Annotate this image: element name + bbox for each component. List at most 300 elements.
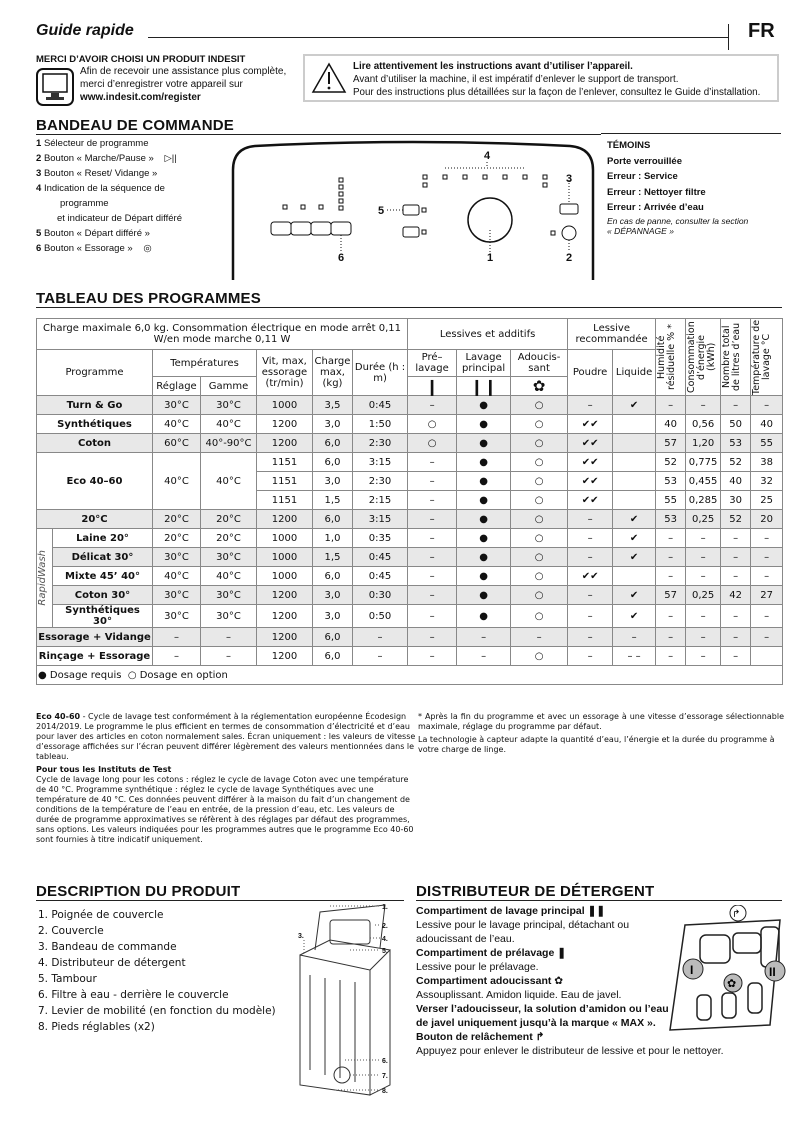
cell: – (408, 586, 457, 605)
cell: – (656, 567, 686, 586)
section-title-distributeur: DISTRIBUTEUR DE DÉTERGENT (416, 883, 782, 901)
callout-3: 3. (298, 933, 304, 940)
warning-line-1: Avant d’utiliser la machine, il est impératif d’enlever le support de transport. (353, 74, 679, 85)
program-name: Eco 40–60 (37, 453, 153, 510)
list-item: 7. Levier de mobilité (en fonction du modèle) (38, 1005, 276, 1017)
spin-icon: ◎ (143, 243, 152, 254)
cell: 6,0 (313, 567, 353, 586)
cell: 55 (751, 434, 783, 453)
header-rule-tick (728, 24, 729, 50)
cell: ○ (511, 567, 568, 586)
cell: 57 (656, 434, 686, 453)
cell: 1200 (257, 647, 313, 666)
cell: ✔ (613, 529, 656, 548)
cell: ● (457, 491, 511, 510)
cell: – (408, 472, 457, 491)
cell: – (613, 628, 656, 647)
cell: 3:15 (353, 453, 408, 472)
header-pre: Pré–lavage (408, 350, 457, 377)
register-block (36, 54, 296, 104)
cell: – (656, 647, 686, 666)
cell: – (408, 510, 457, 529)
cell: ● (457, 605, 511, 628)
cell: – (686, 605, 721, 628)
cell: 1,0 (313, 529, 353, 548)
cell: – (511, 628, 568, 647)
cell: 30°C (153, 586, 201, 605)
header-duree: Durée (h : m) (353, 350, 408, 396)
prewash-icon: ❚ (557, 947, 567, 959)
register-heading: MERCI D’AVOIR CHOISI UN PRODUIT INDESIT (36, 54, 246, 65)
main-wash-text: Lessive pour le lavage principal, détachant ou adoucissant de l’eau. (416, 919, 630, 945)
header-vit: Vit, max, essorage (tr/min) (257, 350, 313, 396)
cell (751, 647, 783, 666)
cell: 0,455 (686, 472, 721, 491)
temoins-note: En cas de panne, consulter la section « DÉPANNAGE » (607, 215, 749, 236)
cell: 30°C (201, 548, 257, 567)
prewash-icon: ❙ (408, 377, 457, 396)
release-title: Bouton de relâchement ↱ (416, 1031, 545, 1043)
cell: 42 (721, 586, 751, 605)
cell: – (568, 628, 613, 647)
bandeau-item: 5 Bouton « Départ différé » (36, 228, 150, 239)
cell: 1151 (257, 472, 313, 491)
cell: 1000 (257, 529, 313, 548)
header-gamme: Gamme (201, 377, 257, 396)
softener-title: Compartiment adoucissant ✿ (416, 975, 564, 987)
cell: ○ (511, 529, 568, 548)
test-note: Cycle de lavage long pour les cotons : réglez le cycle de lavage Coton avec une température de 40 °C. Programme synthétique : réglez le cycle de lavage Synthétiques avec une température de 40 °C. Ces données peuvent différer à la maison du fait d’un changement de conditions de la température de l’eau en entrée, de la pression d’eau, etc. Les valeurs de durée de programme approximatives se réfèrent à des réglages par défaut des programmes, sans options. Les valeurs indiquées pour les programmes autres que le programme Eco 40-60 sont fournies à titre indicatif uniquement. (36, 775, 414, 844)
cell: ○ (511, 453, 568, 472)
softener-mark-icon: ✿ (727, 977, 737, 990)
program-name: Turn & Go (37, 396, 153, 415)
cell: – (721, 396, 751, 415)
header-adouc: Adoucis-sant (511, 350, 568, 377)
cell: 38 (751, 453, 783, 472)
table-row (37, 396, 783, 415)
cell: – (408, 605, 457, 628)
cell: – (408, 628, 457, 647)
cell: – (408, 453, 457, 472)
header-temp: Température de lavage °C (751, 319, 773, 395)
control-panel-diagram (225, 140, 600, 280)
cell: ○ (511, 396, 568, 415)
cell: – (656, 529, 686, 548)
warning-triangle-icon (311, 62, 347, 94)
program-name: Synthétiques (37, 415, 153, 434)
cell: 6,0 (313, 453, 353, 472)
cell: – (686, 647, 721, 666)
cell: 53 (656, 510, 686, 529)
cell: – (721, 529, 751, 548)
cell: 0,56 (686, 415, 721, 434)
section-title-programmes: TABLEAU DES PROGRAMMES (36, 290, 782, 308)
cell: 3,0 (313, 586, 353, 605)
cell: ○ (511, 605, 568, 628)
cell: 1200 (257, 510, 313, 529)
cell: 57 (656, 586, 686, 605)
cell: 27 (751, 586, 783, 605)
release-arrow-icon: ↱ (535, 1031, 545, 1043)
bandeau-item: 6 Bouton « Essorage » ◎ (36, 243, 152, 254)
cell: ● (457, 415, 511, 434)
cell: 40°C (201, 453, 257, 510)
cell: ✔✔ (568, 415, 613, 434)
section-title-description: DESCRIPTION DU PRODUIT (36, 883, 404, 901)
callout-8: 8. (382, 1088, 388, 1095)
table-row (37, 529, 783, 548)
temoin-item: Porte verrouillée (607, 155, 682, 167)
warning-line-2: Pour des instructions plus détaillées sur la façon de l’enlever, consultez le Guide d’installation. (353, 87, 761, 98)
main-wash-title: Compartiment de lavage principal ❚❚ (416, 905, 606, 917)
cell: ✔✔ (568, 472, 613, 491)
cell: – (656, 396, 686, 415)
cell: – (568, 605, 613, 628)
header-lessives: Lessives et additifs (408, 319, 568, 350)
cell: – (686, 529, 721, 548)
list-item: 3. Bandeau de commande (38, 941, 177, 953)
cell: 40 (656, 415, 686, 434)
cell: – (201, 628, 257, 647)
table-row (37, 434, 783, 453)
star-note: * Après la fin du programme et avec un essorage à une vitesse d’essorage sélectionnable maximale, réglage du programme par défaut. (418, 712, 784, 731)
cell: – (686, 567, 721, 586)
program-name: Coton 30° (53, 586, 153, 605)
cell: 40°C (153, 567, 201, 586)
cell: 32 (751, 472, 783, 491)
cell: 52 (721, 510, 751, 529)
cell: 53 (656, 472, 686, 491)
release-text: Appuyez pour enlever le distributeur de lessive et pour le nettoyer. (416, 1045, 724, 1057)
table-row (37, 567, 783, 586)
cell: – (568, 548, 613, 567)
cell: – (656, 548, 686, 567)
warning-box (303, 54, 779, 102)
table-caption: Charge maximale 6,0 kg. Consommation électrique en mode arrêt 0,11 W/en mode marche 0,11 W (37, 319, 408, 350)
cell: – (751, 548, 783, 567)
cell: ✔ (613, 396, 656, 415)
header-humidite: Humidité résiduelle % * (656, 324, 678, 390)
cell: 52 (721, 453, 751, 472)
cell: 3,0 (313, 472, 353, 491)
callout-4: 4 (484, 150, 491, 162)
programs-table (36, 318, 783, 685)
eco-note: Eco 40-60 - Cycle de lavage test conformément à la réglementation européenne Écodesign 2014/2019. Le programme le plus efficient en termes de consommation d’électricité et d’eau pour laver des articles en coton normalement sales. Écran uniquement : les valeurs de vitesse d’essorage affichées sur l’écran peuvent différer légèrement des valeurs mentionnées dans le tableau. (36, 712, 416, 761)
list-item: 5. Tambour (38, 973, 97, 985)
header-poudre: Poudre (568, 350, 613, 396)
cell: ● (457, 586, 511, 605)
callout-6: 6. (382, 1058, 388, 1065)
prewash-text: Lessive pour le prélavage. (416, 961, 539, 973)
cell: 6,0 (313, 510, 353, 529)
cell: 1151 (257, 491, 313, 510)
header-charge: Charge max, (kg) (313, 350, 353, 396)
cell: 50 (721, 415, 751, 434)
cell: 40 (751, 415, 783, 434)
cell: 53 (721, 434, 751, 453)
callout-4: 4. (382, 936, 388, 943)
cell: 6,0 (313, 647, 353, 666)
cell: 30°C (153, 548, 201, 567)
cell: 1151 (257, 453, 313, 472)
cell: 2:30 (353, 434, 408, 453)
callout-7: 7. (382, 1073, 388, 1080)
header-liquide: Liquide (613, 350, 656, 396)
bandeau-item: 2 Bouton « Marche/Pause » ▷|| (36, 153, 177, 164)
test-title: Pour tous les Instituts de Test (36, 765, 172, 774)
cell: 52 (656, 453, 686, 472)
bandeau-rule-right (601, 133, 781, 134)
bandeau-legend (36, 136, 182, 256)
callout-2: 2 (566, 252, 573, 264)
cell: 6,0 (313, 434, 353, 453)
program-name: Essorage + Vidange (37, 628, 153, 647)
temoin-item: Erreur : Nettoyer filtre (607, 186, 706, 198)
cell: 1200 (257, 434, 313, 453)
callout-1: 1 (487, 252, 494, 264)
cell: 1200 (257, 628, 313, 647)
cell: – (153, 628, 201, 647)
header-reglage: Réglage (153, 377, 201, 396)
cell: 20°C (201, 529, 257, 548)
cell: ✔✔ (568, 567, 613, 586)
cell: ○ (511, 434, 568, 453)
cell: 0:45 (353, 567, 408, 586)
cell: 0:45 (353, 396, 408, 415)
cell: – (686, 548, 721, 567)
header-lavage: Lavage principal (457, 350, 511, 377)
cell (613, 415, 656, 434)
temoin-item: Erreur : Arrivée d’eau (607, 202, 704, 213)
cell: – (457, 647, 511, 666)
table-row (37, 647, 783, 666)
cell: ● (457, 510, 511, 529)
cell: 40°C (201, 567, 257, 586)
cell: ○ (511, 586, 568, 605)
callout-2: 2. (382, 923, 388, 930)
cell: – (721, 628, 751, 647)
rapidwash-label: RapidWash (37, 550, 48, 606)
cell: – (353, 628, 408, 647)
cell: 40°C (153, 453, 201, 510)
register-line-2: merci d’enregistrer votre appareil sur (80, 79, 243, 90)
detergent-text (416, 904, 724, 1058)
cell: – (686, 628, 721, 647)
notes-right (418, 712, 784, 755)
cell: 30 (721, 491, 751, 510)
cell: – (656, 605, 686, 628)
cell: 1,20 (686, 434, 721, 453)
sensor-note: La technologie à capteur adapte la quantité d’eau, l’énergie et la durée du programme à votre charge de linge. (418, 735, 775, 754)
program-name: Laine 20° (53, 529, 153, 548)
bandeau-item: et indicateur de Départ différé (57, 213, 182, 224)
header-programme: Programme (37, 350, 153, 396)
table-row (37, 510, 783, 529)
header-temperatures: Températures (153, 350, 257, 377)
cell: – (408, 396, 457, 415)
cell: ○ (511, 510, 568, 529)
cell: 40°-90°C (201, 434, 257, 453)
bandeau-item: 4 Indication de la séquence de (36, 183, 165, 194)
detergent-drawer-illustration (665, 905, 790, 1040)
cell: 3:15 (353, 510, 408, 529)
cell: ○ (511, 472, 568, 491)
program-name: Délicat 30° (53, 548, 153, 567)
cell: 1000 (257, 567, 313, 586)
cell: – (751, 396, 783, 415)
cell: ● (457, 567, 511, 586)
cell (613, 453, 656, 472)
description-list (38, 907, 276, 1035)
cell: 30°C (153, 605, 201, 628)
cell: 55 (656, 491, 686, 510)
softener-warning: Verser l’adoucisseur, la solution d’amidon ou l’eau de javel uniquement jusqu’à la marque « MAX ». (416, 1003, 669, 1029)
cell: ○ (511, 647, 568, 666)
language-code: FR (748, 20, 775, 42)
cell: 1200 (257, 605, 313, 628)
cell: 20°C (153, 529, 201, 548)
header-recommandee: Lessive recommandée (568, 319, 656, 350)
cell: 20 (751, 510, 783, 529)
cell: – (568, 647, 613, 666)
callout-6: 6 (338, 252, 345, 264)
cell: 40°C (153, 415, 201, 434)
cell: 1000 (257, 396, 313, 415)
cell: – (721, 647, 751, 666)
cell: ○ (408, 415, 457, 434)
cell: – (751, 567, 783, 586)
cell: – (721, 548, 751, 567)
cell: – (721, 605, 751, 628)
cell: – (408, 647, 457, 666)
softener-icon: ✿ (511, 377, 568, 396)
cell: – (721, 567, 751, 586)
header-rule (148, 37, 728, 38)
table-row (37, 453, 783, 472)
release-arrow-icon: ↱ (732, 909, 741, 920)
table-row (37, 415, 783, 434)
cell: – (457, 628, 511, 647)
cell: ✔✔ (568, 453, 613, 472)
cell: – (656, 628, 686, 647)
bandeau-item: 3 Bouton « Reset/ Vidange » (36, 168, 158, 179)
cell: – (408, 491, 457, 510)
cell: ● (457, 453, 511, 472)
program-name: Synthétiques 30° (53, 605, 153, 628)
cell: 25 (751, 491, 783, 510)
cell: 2:30 (353, 472, 408, 491)
cell: 20°C (201, 510, 257, 529)
program-name: Coton (37, 434, 153, 453)
table-row (37, 548, 783, 567)
cell: 0:35 (353, 529, 408, 548)
cell (613, 472, 656, 491)
washing-machine-illustration (290, 900, 400, 1100)
section-title-bandeau: BANDEAU DE COMMANDE (36, 117, 601, 135)
cell: – – (613, 647, 656, 666)
softener-icon: ✿ (554, 975, 564, 987)
list-item: 8. Pieds réglables (x2) (38, 1021, 155, 1033)
cell: 0,775 (686, 453, 721, 472)
mainwash-mark: II (769, 965, 776, 979)
cell: – (408, 548, 457, 567)
prewash-title: Compartiment de prélavage ❚ (416, 947, 567, 959)
register-line-1: Afin de recevoir une assistance plus complète, (80, 66, 287, 77)
table-row (37, 628, 783, 647)
cell: 3,0 (313, 605, 353, 628)
cell (613, 567, 656, 586)
header-conso: Consommation d’énergie (kWh) (686, 321, 718, 393)
cell: ○ (511, 548, 568, 567)
play-pause-icon: ▷|| (164, 153, 177, 164)
header-litres: Nombre total de litres d’eau (721, 322, 743, 392)
list-item: 1. Poignée de couvercle (38, 909, 164, 921)
cell: – (568, 396, 613, 415)
list-item: 6. Filtre à eau - derrière le couvercle (38, 989, 229, 1001)
cell: 0,285 (686, 491, 721, 510)
table-row (37, 586, 783, 605)
cell (613, 491, 656, 510)
cell (613, 434, 656, 453)
cell: ✔ (613, 586, 656, 605)
cell: 30°C (201, 605, 257, 628)
cell: 1000 (257, 548, 313, 567)
cell: ● (457, 396, 511, 415)
cell: – (751, 529, 783, 548)
cell: 1:50 (353, 415, 408, 434)
bandeau-item: 1 Sélecteur de programme (36, 138, 149, 149)
cell: ○ (408, 434, 457, 453)
callout-3: 3 (566, 173, 573, 185)
cell: – (153, 647, 201, 666)
cell: 60°C (153, 434, 201, 453)
cell: ● (457, 548, 511, 567)
cell: – (686, 396, 721, 415)
list-item: 2. Couvercle (38, 925, 104, 937)
softener-text: Assouplissant. Amidon liquide. Eau de javel. (416, 989, 622, 1001)
temoins-title: TÉMOINS (607, 140, 651, 151)
program-name: 20°C (37, 510, 153, 529)
cell: 6,0 (313, 628, 353, 647)
cell: 1200 (257, 586, 313, 605)
warning-title: Lire attentivement les instructions avant d’utiliser l’appareil. (353, 61, 633, 72)
cell: ● (457, 434, 511, 453)
cell: 0:45 (353, 548, 408, 567)
cell: 1,5 (313, 548, 353, 567)
cell: 3,0 (313, 415, 353, 434)
callout-5: 5. (382, 948, 388, 955)
cell: ✔✔ (568, 491, 613, 510)
cell: – (201, 647, 257, 666)
cell: 0:50 (353, 605, 408, 628)
program-name: Mixte 45’ 40° (53, 567, 153, 586)
cell: ● (457, 529, 511, 548)
register-url[interactable]: www.indesit.com/register (80, 92, 201, 103)
cell: ✔ (613, 510, 656, 529)
cell: ✔ (613, 605, 656, 628)
temoins-panel (607, 138, 748, 236)
program-name: Rinçage + Essorage (37, 647, 153, 666)
computer-icon (36, 68, 74, 106)
cell: – (751, 628, 783, 647)
cell: 30°C (201, 396, 257, 415)
table-row (37, 605, 783, 628)
cell: 0:30 (353, 586, 408, 605)
cell: – (353, 647, 408, 666)
prewash-mark: I (690, 963, 694, 977)
callout-5: 5 (378, 205, 385, 217)
cell: 1,5 (313, 491, 353, 510)
